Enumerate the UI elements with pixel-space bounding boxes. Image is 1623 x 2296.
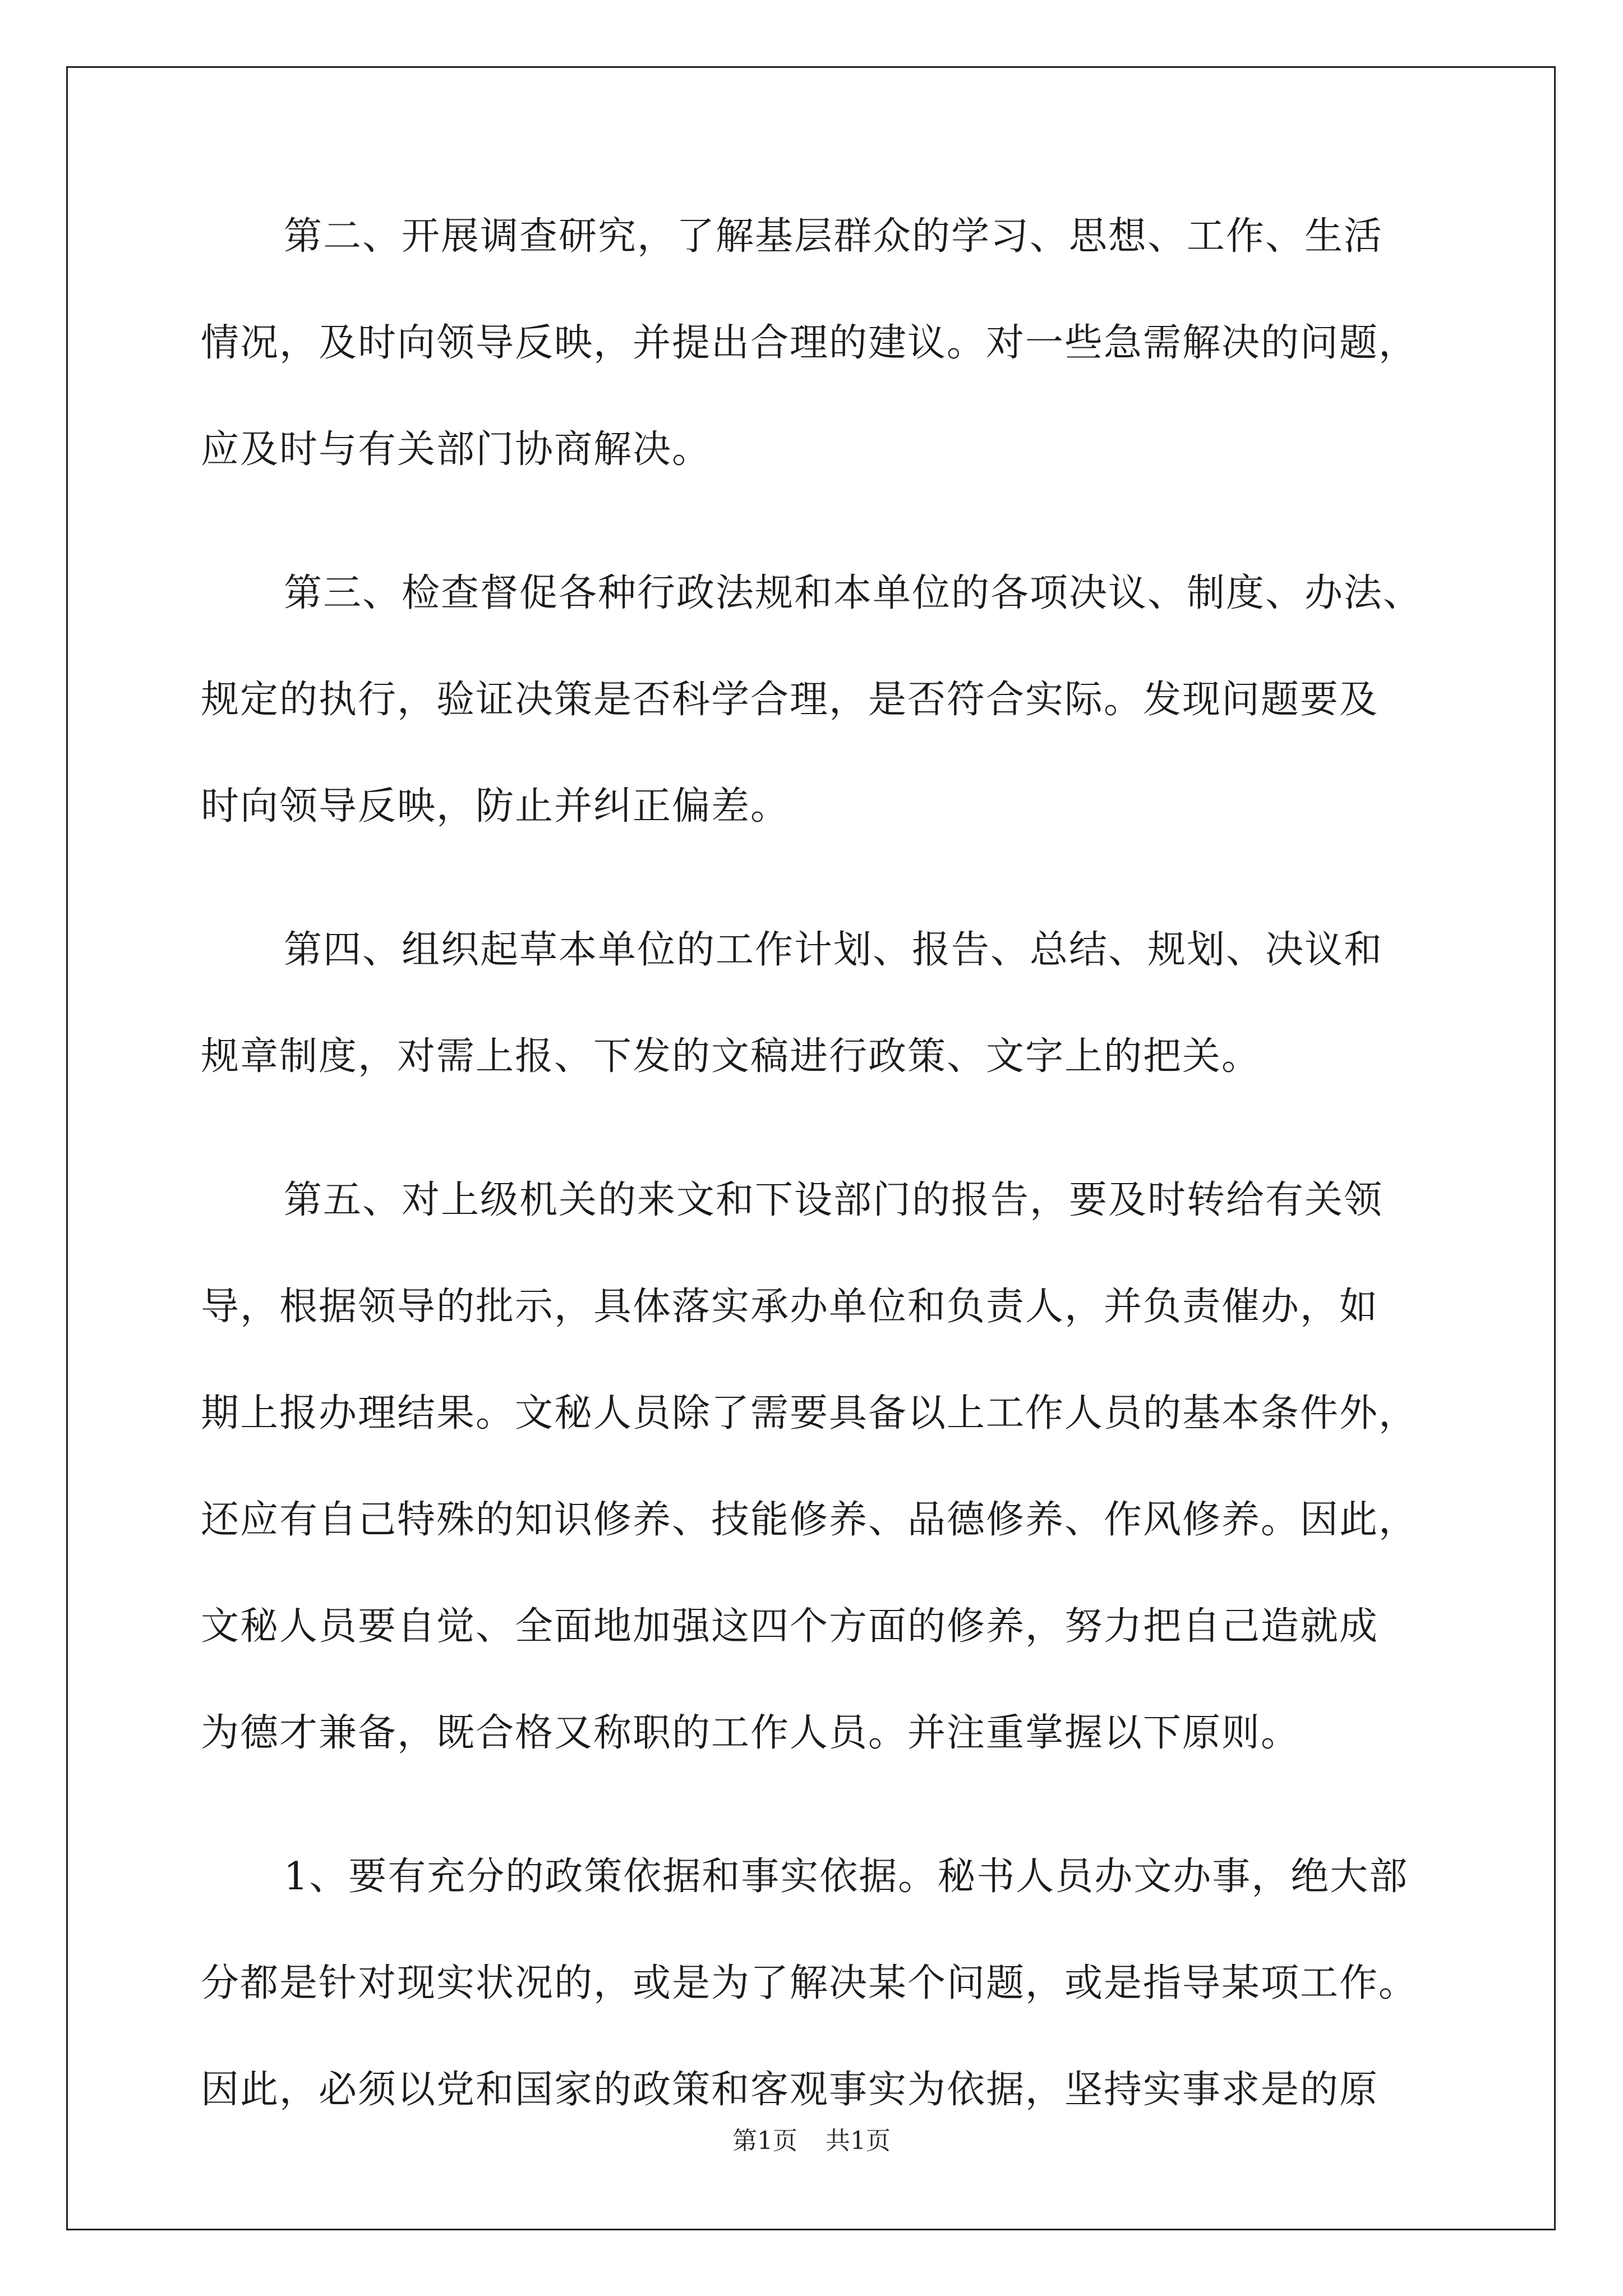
text-line: 应及时与有关部门协商解决。 [201, 427, 712, 472]
text-line: 情况，及时向领导反映，并提出合理的建议。对一些急需解决的问题， [201, 321, 1418, 365]
text-line: 还应有自己特殊的知识修养、技能修养、品德修养、作风修养。因此， [201, 1498, 1418, 1542]
text-line: 导，根据领导的批示，具体落实承办单位和负责人，并负责催办，如 [201, 1285, 1379, 1329]
text-line: 第四、组织起草本单位的工作计划、报告、总结、规划、决议和 [284, 928, 1384, 972]
page-number: 第1页 [732, 2127, 797, 2155]
text-line: 第五、对上级机关的来文和下设部门的报告，要及时转给有关领 [284, 1178, 1384, 1222]
text-line: 分都是针对现实状况的，或是为了解决某个问题，或是指导某项工作。 [201, 1961, 1418, 2005]
text-line: 第三、检查督促各种行政法规和本单位的各项决议、制度、办法、 [284, 571, 1423, 615]
text-line: 规定的执行，验证决策是否科学合理，是否符合实际。发现问题要及 [201, 678, 1379, 722]
page-footer [0, 2127, 1623, 2155]
text-line: 时向领导反映，防止并纠正偏差。 [201, 784, 790, 829]
text-line: 1、要有充分的政策依据和事实依据。秘书人员办文办事，绝大部 [284, 1855, 1409, 1899]
text-line: 期上报办理结果。文秘人员除了需要具备以上工作人员的基本条件外， [201, 1391, 1418, 1435]
text-line: 规章制度，对需上报、下发的文稿进行政策、文字上的把关。 [201, 1034, 1261, 1079]
text-line: 为德才兼备，既合格又称职的工作人员。并注重掌握以下原则。 [201, 1711, 1301, 1755]
text-line: 文秘人员要自觉、全面地加强这四个方面的修养，努力把自己造就成 [201, 1604, 1379, 1649]
text-line: 因此，必须以党和国家的政策和客观事实为依据，坚持实事求是的原 [201, 2068, 1379, 2112]
page-total: 共1页 [826, 2127, 891, 2155]
text-line: 第二、开展调查研究，了解基层群众的学习、思想、工作、生活 [284, 214, 1384, 259]
document-body [201, 214, 1423, 2178]
